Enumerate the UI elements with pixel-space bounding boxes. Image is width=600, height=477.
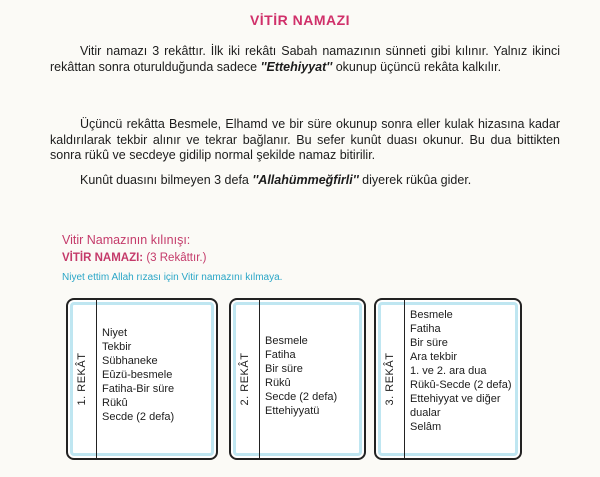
- list-item: Ettehiyyatü: [265, 405, 320, 417]
- rekat-label-2: 2. REKÂT: [239, 352, 251, 406]
- list-item: Bir süre: [265, 363, 303, 375]
- niyet-note: Niyet ettim Allah rızası için Vitir namazını kılmaya.: [62, 272, 283, 283]
- page-title: VİTİR NAMAZI: [249, 12, 351, 28]
- paragraph-2-text: Üçüncü rekâtta Besmele, Elhamd ve bir süre okunup sonra eller kulak hizasına kadar kaldırılarak tekbir alınır ve tekrar bağlanır. Bu sefer kunût duası okunur. Bu dua bittikten sonra rükû ve secdeye gidilip normal şekilde namaz bitirilir.: [50, 117, 560, 162]
- list-item: Rükû: [265, 377, 291, 389]
- list-item: Eûzü-besmele: [102, 369, 173, 381]
- paragraph-3-quote: ''Allahümmeğfirli'': [252, 173, 359, 187]
- list-item: Rükû-Secde (2 defa): [410, 379, 512, 391]
- rekat-list-3: [410, 308, 516, 434]
- section-subheading-bold: VİTİR NAMAZI:: [62, 252, 144, 264]
- rekat-label-1: 1. REKÂT: [76, 352, 88, 406]
- rekat-box-2: [229, 298, 366, 460]
- list-item: 1. ve 2. ara dua: [410, 365, 487, 377]
- list-item: Bir süre: [410, 337, 448, 349]
- list-item: Fatiha: [410, 323, 441, 335]
- paragraph-3-end: diyerek rükûa gider.: [358, 173, 472, 187]
- list-item: Ara tekbir: [410, 351, 458, 363]
- list-item: Ettehiyyat ve diğer: [410, 393, 501, 405]
- list-item: Rükû: [102, 397, 128, 409]
- section-heading: Vitir Namazının kılınışı:: [62, 233, 191, 247]
- list-item: Besmele: [265, 335, 308, 347]
- list-item: Secde (2 defa): [265, 391, 338, 403]
- list-item: Fatiha: [265, 349, 296, 361]
- paragraph-1-text: Vitir namazı 3 rekâttır. İlk iki rekâtı Sabah namazının sünneti gibi kılınır. Yalnız ikinci rekâttan sonra oturulduğunda sadece: [50, 44, 560, 74]
- list-item: dualar: [410, 407, 441, 419]
- rekat-box-3: [374, 298, 522, 460]
- list-item: Tekbir: [102, 341, 132, 353]
- list-item: Niyet: [102, 327, 128, 339]
- list-item: Fatiha-Bir süre: [102, 383, 175, 395]
- rekat-label-3: 3. REKÂT: [384, 352, 396, 406]
- paragraph-1-quote: ''Ettehiyyat'': [260, 59, 333, 74]
- rekat-side-2: [231, 300, 260, 458]
- list-item: Besmele: [410, 309, 453, 321]
- rekat-side-3: [376, 300, 405, 458]
- list-item: Secde (2 defa): [102, 411, 175, 423]
- paragraph-1: [50, 44, 560, 75]
- paragraph-1-end: okunup üçüncü rekâta kalkılır.: [332, 59, 502, 74]
- list-item: Sübhaneke: [102, 355, 158, 367]
- paragraph-2: [50, 117, 560, 164]
- list-item: Selâm: [410, 421, 442, 433]
- rekat-list-2: [265, 334, 360, 418]
- rekat-box-1: [66, 298, 218, 460]
- section-subheading-rest: (3 Rekâttır.): [143, 252, 207, 264]
- rekat-list-1: [102, 326, 212, 424]
- section-subheading: [62, 252, 206, 264]
- paragraph-3: [50, 173, 560, 189]
- paragraph-3-text: Kunût duasını bilmeyen 3 defa: [80, 173, 253, 187]
- rekat-side-1: [68, 300, 97, 458]
